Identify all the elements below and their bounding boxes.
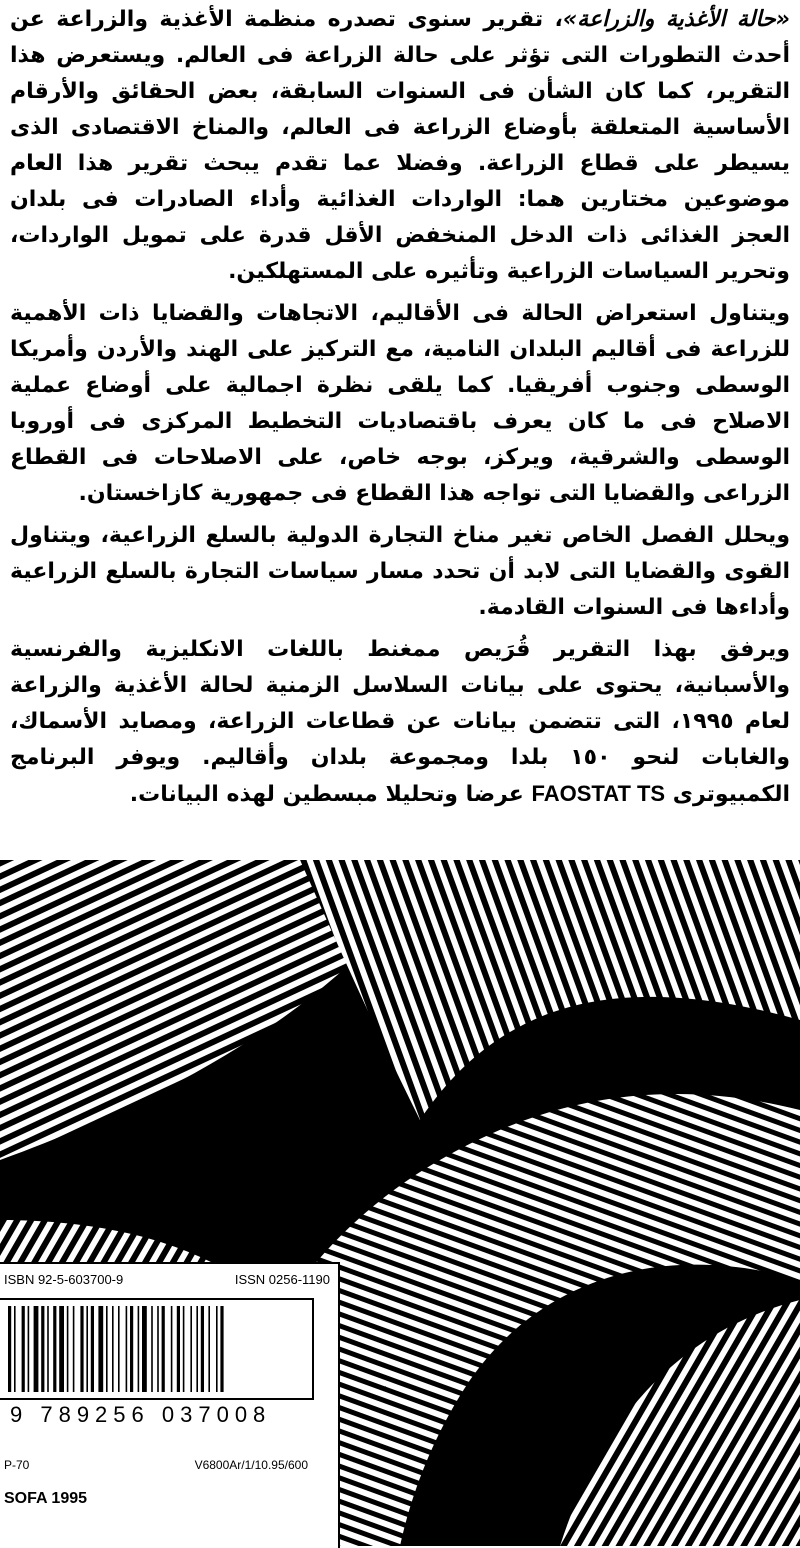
- barcode-bar: [208, 1306, 210, 1392]
- barcode-bar: [201, 1306, 204, 1392]
- barcode-bar: [98, 1306, 103, 1392]
- barcode-bar: [177, 1306, 180, 1392]
- barcode-bar: [196, 1306, 198, 1392]
- paragraph-intro-body: ، تقرير سنوى تصدره منظمة الأغذية والزراعة عن أحدث التطورات التى تؤثر على حالة الزراعة فى العالم. ويستعرض هذا التقرير، كما كان الشأن فى السنوات السابقة، بعض الحقائق والأرقام الأساسية المتعلقة بأوضاع الزراعة فى العالم، والمناخ الاقتصادى الذى يسيطر على قطاع الزراعة. وفضلا عما تقدم يبحث تقرير هذا العام موضوعين مختارين هما: الواردات الغذائية وأداء الصادرات فى بلدان العجز الغذائى ذات الدخل المنخفض الأقل قدرة على تمويل الواردات، وتحرير السياسات الزراعية وتأثيره على المستهلكين.: [10, 7, 790, 284]
- barcode-bar: [53, 1306, 56, 1392]
- barcode-bar: [41, 1306, 44, 1392]
- barcode-bar: [171, 1306, 173, 1392]
- isbn-label: [0, 1262, 340, 1548]
- barcode-bar: [14, 1306, 16, 1392]
- barcode-bar: [34, 1306, 39, 1392]
- paragraph-diskette-end: عرضا وتحليلا مبسطين لهذه البيانات.: [129, 782, 524, 807]
- barcode-bar: [118, 1306, 120, 1392]
- barcode-bar: [190, 1306, 192, 1392]
- job-code: V6800Ar/1/10.95/600: [194, 1458, 308, 1472]
- barcode-bar: [126, 1306, 128, 1392]
- barcode-bar: [130, 1306, 133, 1392]
- print-codes: [4, 1458, 308, 1472]
- barcode-bar: [142, 1306, 147, 1392]
- barcode-bar: [67, 1306, 69, 1392]
- barcode-bar: [8, 1306, 11, 1392]
- isbn-text: ISBN 92-5-603700-9: [4, 1272, 124, 1287]
- barcode-bar: [106, 1306, 108, 1392]
- barcode-bar: [73, 1306, 75, 1392]
- barcode-bar: [28, 1306, 30, 1392]
- barcode-number: 9 789256 037008: [10, 1402, 272, 1427]
- barcode-bar: [59, 1306, 64, 1392]
- price-code: P-70: [4, 1458, 30, 1472]
- barcode-bar: [220, 1306, 223, 1392]
- paragraph-diskette: [10, 632, 790, 813]
- report-title: «حالة الأغذية والزراعة»: [562, 7, 790, 32]
- barcode: [0, 1298, 314, 1400]
- barcode-bar: [162, 1306, 165, 1392]
- paragraph-regional-review: ويتناول استعراض الحالة فى الأقاليم، الاتجاهات والقضايا ذات الأهمية للزراعة فى أقاليم البلدان النامية، مع التركيز على الهند والأردن وأمريكا الوسطى وجنوب أفريقيا. كما يلقى نظرة اجمالية على أوضاع عملية الاصلاح فى ما كان يعرف باقتصاديات التخطيط المركزى فى أوروبا الوسطى والشرقية، ويركز، بوجه خاص، على الاصلاحات فى القطاع الزراعى والقضايا التى تواجه هذا القطاع فى جمهورية كازاخستان.: [10, 301, 790, 506]
- barcode-bar: [47, 1306, 49, 1392]
- faostat-name: FAOSTAT TS: [531, 781, 666, 806]
- identifier-row: [4, 1272, 330, 1287]
- barcode-bar: [138, 1306, 140, 1392]
- barcode-bar: [151, 1306, 153, 1392]
- barcode-bar: [80, 1306, 83, 1392]
- barcode-bar: [183, 1306, 185, 1392]
- barcode-bar: [91, 1306, 94, 1392]
- series-code: SOFA 1995: [4, 1490, 88, 1507]
- paragraph-diskette-body: ويرفق بهذا التقرير قُرَيص ممغنط باللغات الانكليزية والفرنسية والأسبانية، يحتوى على بيانات السلاسل الزمنية لحالة الأغذية والزراعة لعام ١٩٩٥، التى تتضمن بيانات عن قطاعات الزراعة، ومصايد الأسماك، والغابات لنحو ١٥٠ بلدا ومجموعة بلدان وأقاليم. ويوفر البرنامج الكمبيوترى: [10, 637, 790, 807]
- back-cover-text: [10, 2, 790, 813]
- paragraph-special-chapter: ويحلل الفصل الخاص تغير مناخ التجارة الدولية بالسلع الزراعية، ويتناول القوى والقضايا التى لابد أن تحدد مسار سياسات التجارة بالسلع الزراعية وأداءها فى السنوات القادمة.: [10, 523, 790, 620]
- barcode-bar: [112, 1306, 114, 1392]
- barcode-bar: [157, 1306, 159, 1392]
- barcode-bar: [216, 1306, 218, 1392]
- issn-text: ISSN 0256-1190: [234, 1272, 330, 1287]
- barcode-bar: [22, 1306, 25, 1392]
- barcode-bars: [6, 1306, 306, 1392]
- paragraph-intro: [10, 2, 790, 290]
- barcode-bar: [86, 1306, 88, 1392]
